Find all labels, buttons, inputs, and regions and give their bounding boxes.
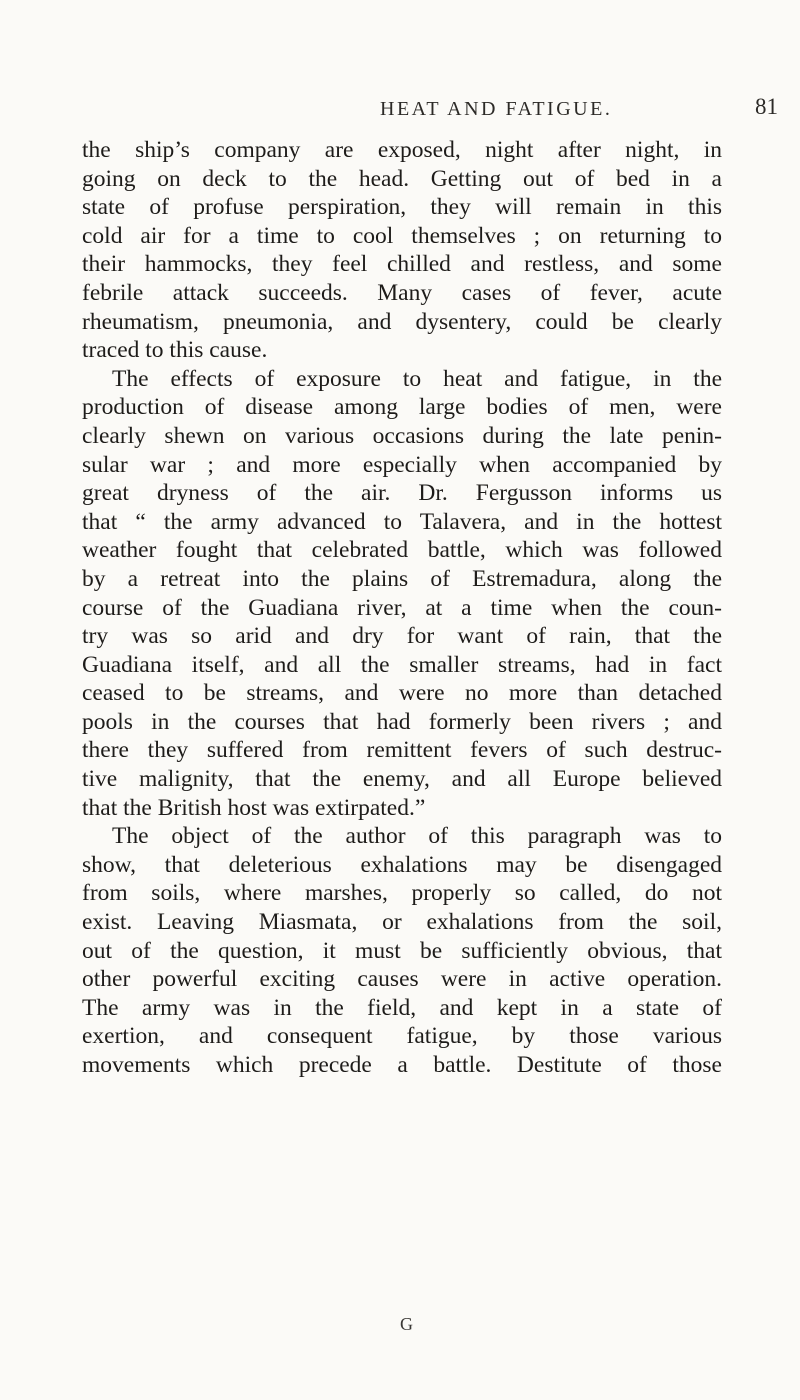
body-text [82,136,722,1080]
text-line: tive malignity, that the enemy, and all Europe believed [82,766,722,793]
text-line: The effects of exposure to heat and fatigue, in the [112,365,722,392]
text-line: other powerful exciting causes were in active operation. [82,966,722,993]
text-line: there they suffered from remittent fevers of such destruc- [82,737,722,764]
text-line: movements which precede a battle. Destitute of those [82,1052,722,1078]
text-line: sular war ; and more especially when accompanied by [82,451,722,478]
text-line: ceased to be streams, and were no more than detached [82,680,722,707]
text-line: that “ the army advanced to Talavera, and in the hottest [82,508,722,535]
text-line: traced to this cause. [82,337,268,364]
text-line: cold air for a time to cool themselves ; on returning to [82,222,722,249]
text-line: The army was in the field, and kept in a state of [82,994,722,1021]
text-line: weather fought that celebrated battle, which was followed [82,537,722,564]
text-line: that the British host was extirpated.” [82,794,426,821]
text-line: rheumatism, pneumonia, and dysentery, could be clearly [82,308,722,335]
signature-mark: G [400,1314,413,1334]
text-line: febrile attack succeeds. Many cases of fever, acute [82,279,722,306]
text-line: great dryness of the air. Dr. Fergusson informs us [82,480,722,507]
text-line: exist. Leaving Miasmata, or exhalations from the soil, [82,909,722,936]
text-line: by a retreat into the plains of Estremadura, along the [82,565,722,592]
text-line: out of the question, it must be sufficiently obvious, that [82,937,722,964]
text-line: clearly shewn on various occasions during the late penin- [82,422,722,449]
text-line: exertion, and consequent fatigue, by those various [82,1023,722,1050]
text-line: The object of the author of this paragraph was to [112,823,722,850]
text-line: from soils, where marshes, properly so called, do not [82,880,722,907]
text-line: the ship’s company are exposed, night after night, in [82,137,722,163]
text-line: their hammocks, they feel chilled and restless, and some [82,251,722,278]
text-line: state of profuse perspiration, they will remain in this [82,194,722,221]
page-number: 81 [755,94,778,119]
text-line: try was so arid and dry for want of rain, that the [82,623,722,650]
text-line: Guadiana itself, and all the smaller streams, had in fact [82,651,722,678]
text-line: pools in the courses that had formerly been rivers ; and [82,708,722,735]
text-line: show, that deleterious exhalations may be disengaged [82,851,722,878]
text-line: going on deck to the head. Getting out of bed in a [82,165,722,192]
text-line: course of the Guadiana river, at a time when the coun- [82,594,722,621]
text-line: production of disease among large bodies of men, were [82,394,722,421]
running-head: HEAT AND FATIGUE. [380,98,613,120]
